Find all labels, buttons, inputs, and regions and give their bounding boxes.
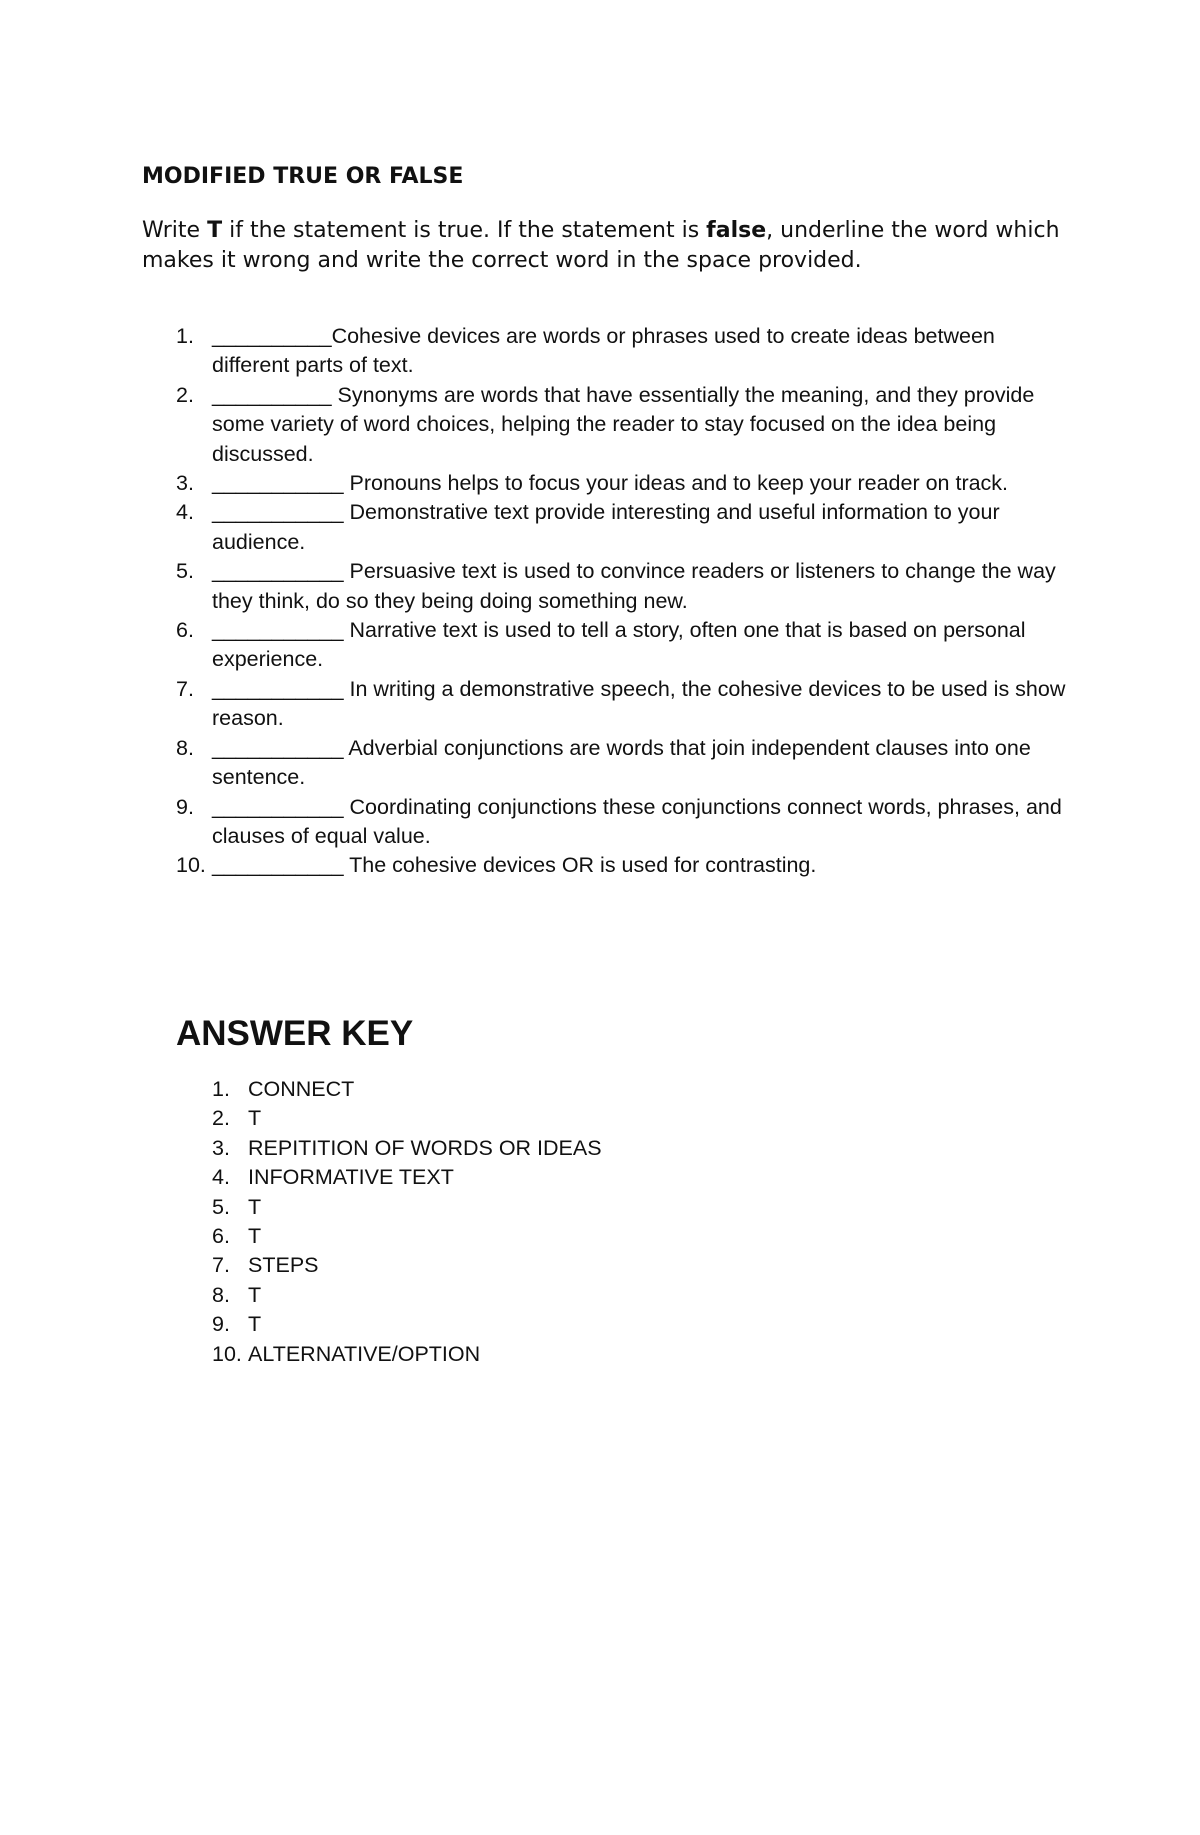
- answer-item: [212, 1075, 912, 1104]
- question-item: [176, 498, 1076, 557]
- answer-number: 4.: [212, 1165, 230, 1190]
- answer-item: [212, 1104, 912, 1133]
- answer-item: [212, 1163, 912, 1192]
- answer-item: [212, 1251, 912, 1280]
- question-text: ___________ Coordinating conjunctions these conjunctions connect words, phrases, and clauses of equal value.: [212, 794, 1062, 848]
- instructions-text: , underline the word which makes it wrong and write the correct word in the space provided.: [142, 218, 1060, 273]
- question-number: 3.: [176, 471, 194, 496]
- answer-number: 6.: [212, 1224, 230, 1249]
- question-item: [176, 557, 1076, 616]
- question-text: ___________ Adverbial conjunctions are words that join independent clauses into one sentence.: [212, 735, 1031, 790]
- answer-number: 1.: [212, 1077, 230, 1101]
- answer-number: 7.: [212, 1253, 230, 1278]
- question-number: 6.: [176, 618, 194, 643]
- question-item: [176, 322, 1076, 381]
- answer-text: T: [248, 1312, 262, 1337]
- answer-text: ALTERNATIVE/OPTION: [248, 1341, 481, 1366]
- question-number: 5.: [176, 559, 194, 584]
- question-number: 10.: [176, 853, 206, 878]
- question-item: [176, 793, 1076, 852]
- answer-text: T: [248, 1194, 262, 1219]
- question-text: ___________ Pronouns helps to focus your ideas and to keep your reader on track.: [212, 471, 1009, 496]
- question-number: 8.: [176, 735, 194, 760]
- answer-text: REPITITION OF WORDS OR IDEAS: [248, 1135, 602, 1160]
- instructions-bold-false: false: [706, 218, 767, 243]
- answer-item: [212, 1222, 912, 1251]
- answer-item: [212, 1193, 912, 1222]
- answer-text: CONNECT: [248, 1077, 355, 1101]
- question-text: __________Cohesive devices are words or phrases used to create ideas between different parts of text.: [212, 324, 995, 378]
- answer-item: [212, 1281, 912, 1310]
- answer-number: 2.: [212, 1106, 230, 1131]
- answer-number: 9.: [212, 1312, 230, 1337]
- answer-key-title: ANSWER KEY: [176, 1014, 414, 1053]
- instructions: [142, 216, 1072, 276]
- question-text: ___________ Demonstrative text provide interesting and useful information to your audience.: [212, 500, 1000, 554]
- answer-item: [212, 1340, 912, 1369]
- question-text: ___________ The cohesive devices OR is used for contrasting.: [212, 853, 817, 878]
- instructions-bold-t: T: [207, 218, 223, 243]
- instructions-text: Write: [142, 218, 208, 243]
- question-item: [176, 616, 1076, 675]
- question-text: __________ Synonyms are words that have essentially the meaning, and they provide some variety of word choices, helping the reader to stay focused on the idea being discussed.: [212, 382, 1035, 466]
- question-number: 7.: [176, 676, 194, 701]
- answer-number: 3.: [212, 1135, 230, 1160]
- instructions-text: if the statement is true. If the statement is: [222, 218, 707, 243]
- question-item: [176, 381, 1076, 469]
- answer-number: 5.: [212, 1194, 230, 1219]
- question-number: 4.: [176, 500, 194, 525]
- page-title: MODIFIED TRUE OR FALSE: [142, 164, 464, 189]
- answer-text: INFORMATIVE TEXT: [248, 1165, 454, 1190]
- answer-item: [212, 1134, 912, 1163]
- question-text: ___________ Narrative text is used to tell a story, often one that is based on personal experience.: [212, 618, 1026, 672]
- answer-text: T: [248, 1106, 262, 1131]
- question-item: [176, 675, 1076, 734]
- question-item: [176, 469, 1076, 498]
- answer-number: 10.: [212, 1341, 242, 1366]
- answer-list: [212, 1075, 912, 1369]
- question-item: [176, 734, 1076, 793]
- answer-number: 8.: [212, 1282, 230, 1307]
- answer-text: T: [248, 1224, 262, 1249]
- question-number: 1.: [176, 324, 194, 348]
- question-number: 2.: [176, 382, 194, 407]
- question-number: 9.: [176, 794, 194, 819]
- question-text: ___________ Persuasive text is used to convince readers or listeners to change the way they think, do so they being doing something new.: [212, 559, 1056, 613]
- answer-item: [212, 1310, 912, 1339]
- answer-text: T: [248, 1282, 262, 1307]
- question-text: ___________ In writing a demonstrative speech, the cohesive devices to be used is show reason.: [212, 676, 1066, 731]
- answer-text: STEPS: [248, 1253, 319, 1278]
- question-list: [176, 322, 1076, 881]
- question-item: [176, 851, 1076, 880]
